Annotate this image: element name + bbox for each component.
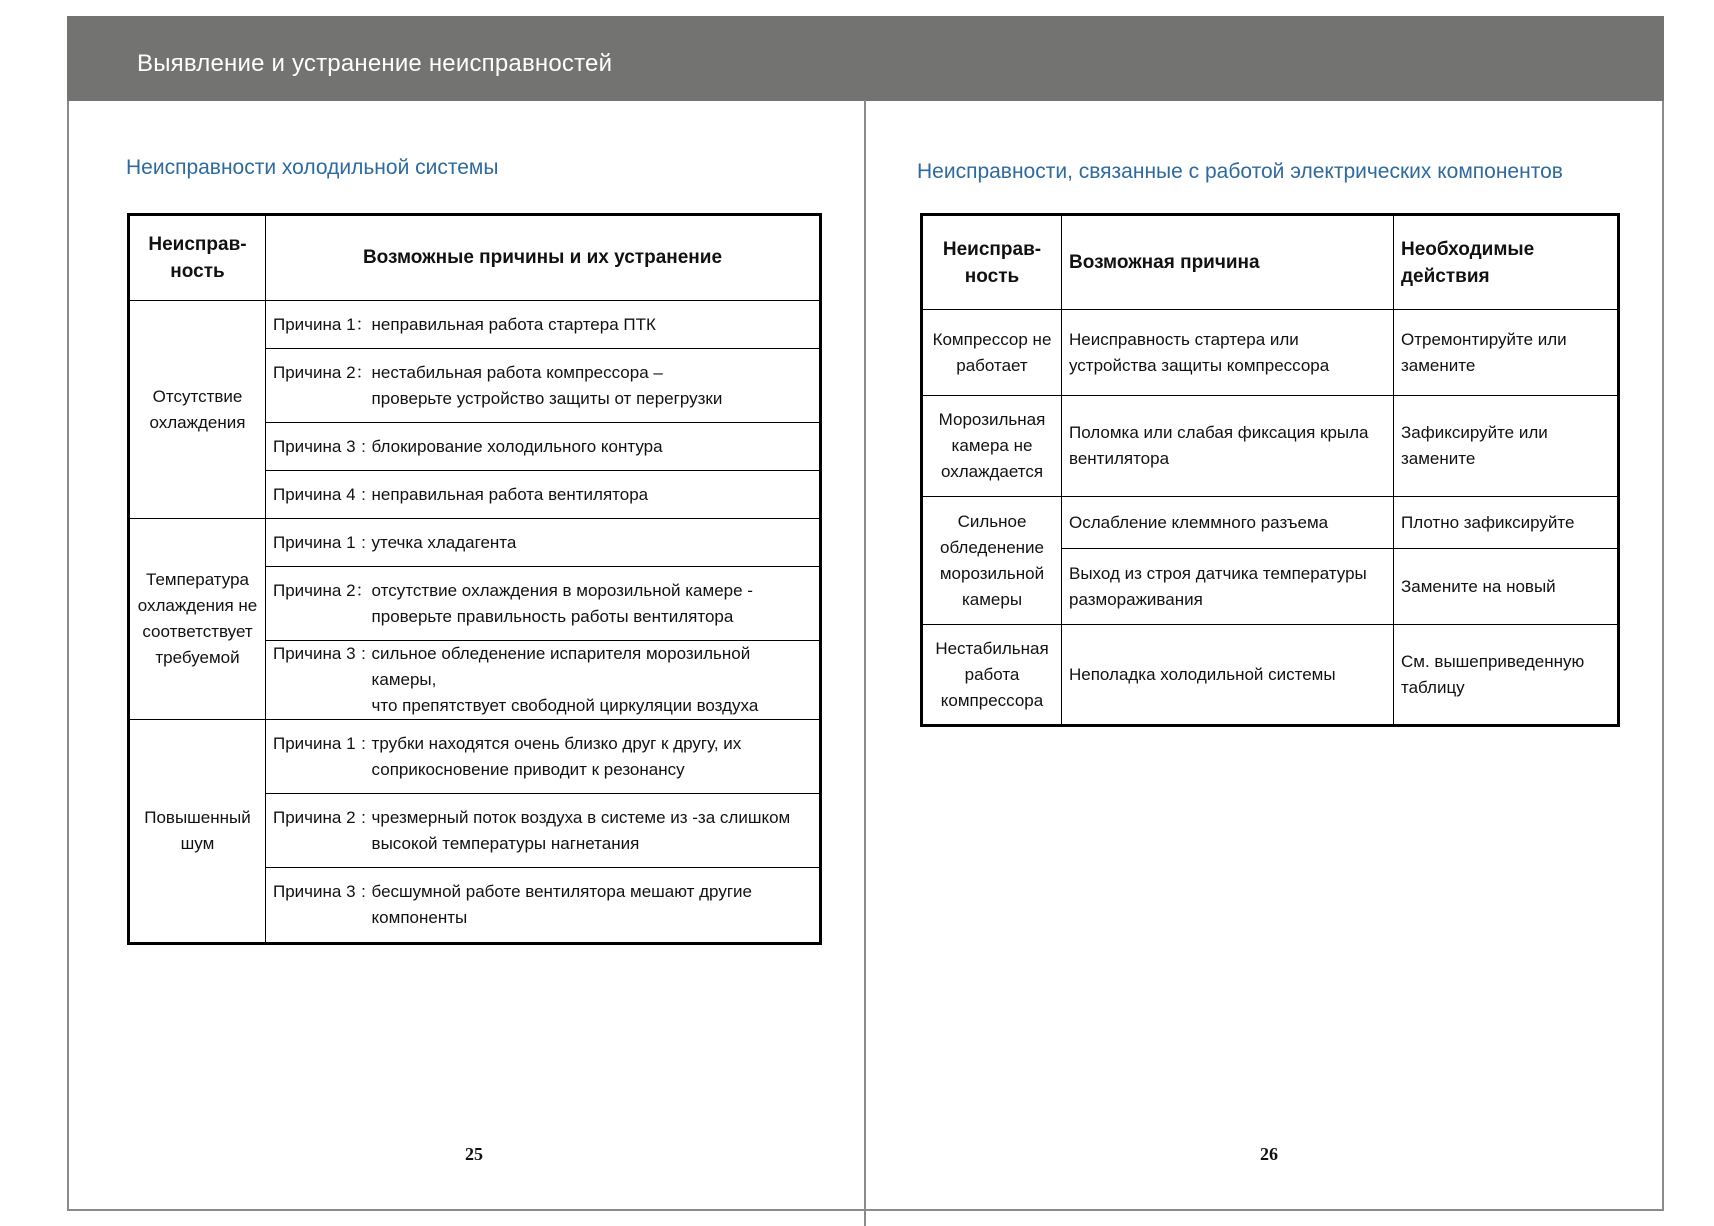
header-fault: Неисправ- ность: [129, 215, 266, 301]
cause-text: бесшумной работе вентилятора мешают другие компоненты: [371, 882, 752, 927]
cause-text: нестабильная работа компрессора – проверьте устройство защиты от перегрузки: [371, 362, 723, 408]
cause-cell: [266, 720, 821, 794]
cause-cell: Ослабление клеммного разъема: [1062, 497, 1394, 549]
fault-cell: Температура охлаждения не соответствует требуемой: [129, 519, 266, 720]
cause-label: Причина 3: [273, 436, 356, 456]
page-divider: [864, 100, 866, 1226]
cause-label: Причина 1: [273, 314, 356, 334]
cause-cell: Выход из строя датчика температуры размораживания: [1062, 549, 1394, 625]
cause-text: неправильная работа стартера ПТК: [371, 314, 656, 334]
cause-separator: :: [361, 532, 366, 552]
cause-text: блокирование холодильного контура: [371, 436, 663, 456]
cause-text: утечка хладагента: [371, 532, 517, 552]
cause-cell: [266, 567, 821, 641]
cause-cell: [266, 794, 821, 868]
cause-cell: [266, 471, 821, 519]
table-row: [922, 310, 1619, 396]
electrical-faults-table: [920, 213, 1620, 727]
header-causes: Возможные причины и их устранение: [266, 215, 821, 301]
cause-separator: :: [361, 644, 366, 663]
header-cause: Возможная причина: [1062, 215, 1394, 310]
action-cell: Плотно зафиксируйте: [1394, 497, 1619, 549]
cause-separator: :: [361, 807, 366, 827]
cause-cell: Поломка или слабая фиксация крыла вентилятора: [1062, 396, 1394, 497]
cause-text: трубки находятся очень близко друг к другу, их соприкосновение приводит к резонансу: [371, 733, 742, 779]
refrigeration-faults-table: [127, 213, 822, 945]
table-row: [922, 396, 1619, 497]
cause-separator: ：: [355, 580, 373, 600]
cause-cell: Неисправность стартера или устройства защиты компрессора: [1062, 310, 1394, 396]
table-row: [922, 625, 1619, 726]
action-cell: Отремонтируйте или замените: [1394, 310, 1619, 396]
cause-separator: :: [361, 882, 366, 901]
cause-cell: [266, 423, 821, 471]
cause-separator: :: [361, 436, 366, 456]
cause-label: Причина 4: [273, 484, 356, 504]
cause-label: Причина 2: [273, 807, 356, 827]
header-fault: Неиспрaв- ность: [922, 215, 1062, 310]
cause-text: сильное обледенение испарителя морозильной камеры, что препятствует свободной циркуляции воздуха: [371, 644, 759, 715]
left-section-title: Неисправности холодильной системы: [126, 156, 499, 179]
cause-cell: [266, 868, 821, 944]
cause-separator: ：: [355, 362, 373, 382]
cause-label: Причина 3: [273, 882, 356, 901]
header-action: Необходимые действия: [1394, 215, 1619, 310]
fault-cell: Морозильная камера не охлаждается: [922, 396, 1062, 497]
fault-cell: Сильное обледенение морозильной камеры: [922, 497, 1062, 625]
cause-cell: [266, 349, 821, 423]
cause-separator: ：: [355, 314, 373, 334]
fault-cell: Отсутствие охлаждения: [129, 301, 266, 519]
cause-label: Причина 3: [273, 644, 356, 663]
fault-cell: Повышенный шум: [129, 720, 266, 944]
cause-text: чрезмерный поток воздуха в системе из -за слишком высокой температуры нагнетания: [371, 807, 791, 853]
action-cell: См. вышеприведенную таблицу: [1394, 625, 1619, 726]
action-cell: Замените на новый: [1394, 549, 1619, 625]
cause-label: Причина 2: [273, 580, 356, 600]
cause-label: Причина 1: [273, 532, 356, 552]
table-row: [922, 497, 1619, 549]
right-section-title: Неисправности, связанные с работой электрических компонентов: [917, 160, 1563, 183]
cause-cell: [266, 519, 821, 567]
action-cell: Зафиксируйте или замените: [1394, 396, 1619, 497]
page-number-left: 25: [465, 1144, 483, 1164]
cause-cell: Неполадка холодильной системы: [1062, 625, 1394, 726]
table-row: [129, 519, 821, 567]
cause-separator: :: [361, 733, 366, 753]
cause-cell: [266, 301, 821, 349]
page-number-right: 26: [1260, 1144, 1278, 1164]
cause-label: Причина 2: [273, 362, 356, 382]
cause-label: Причина 1: [273, 733, 356, 753]
header-title: Выявление и устранение неисправностей: [137, 50, 613, 77]
cause-separator: :: [361, 484, 366, 504]
fault-cell: Компрессор не работает: [922, 310, 1062, 396]
cause-text: неправильная работа вентилятора: [371, 484, 649, 504]
table-row: [129, 720, 821, 794]
cause-text: отсутствие охлаждения в морозильной камере - проверьте правильность работы вентилятора: [371, 580, 753, 626]
table-row: [129, 301, 821, 349]
cause-cell: [266, 641, 821, 720]
fault-cell: Нестабильная работа компрессора: [922, 625, 1062, 726]
